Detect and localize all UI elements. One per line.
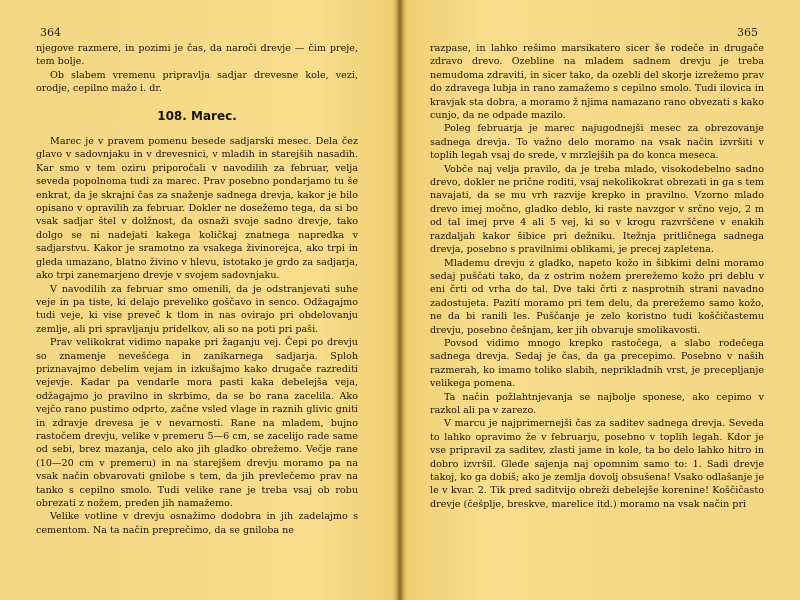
paragraph: razpase, in lahko rešimo marsikatero sicer še rodeče in drugače zdravo drevo. Ozebline na mladem sadnem drevju je treba nemudoma zdraviti, in sicer tako, da ozebli del skorje izrežemo prav do zdravega lubja in rano zamažemo s cepilno smolo. Tudi ilovica in kravjak sta dobra, a moramo ž njima namazano rano obvezati s kako cunjo, da ne odpade mazilo.	[430, 43, 764, 122]
paragraph: Ta način požlahtnjevanja se najbolje sponese, ako cepimo v razkol ali pa v zarezo.	[430, 391, 764, 416]
page-number-right: 365	[737, 26, 758, 39]
paragraph: V navodilih za februar smo omenili, da je odstranjevati suhe veje in pa tiste, ki delajo preveliko goščavo in senco. Odžagajmo tudi veje, ki vise preveč k tlom in nas ovirajo pri obdelovanju zemlje, ali pri spravljanju pridelkov, ali so na poti pri paši.	[36, 283, 358, 335]
left-page-text	[36, 42, 358, 537]
paragraph: Ob slabem vremenu pripravlja sadjar drevesne kole, vezi, orodje, cepilno mažo i. dr.	[36, 69, 358, 95]
page-number-left: 364	[40, 26, 61, 39]
paragraph: Poleg februarja je marec najugodnejši mesec za obrezovanje sadnega drevja. To važno delo moramo na vsak način izvršiti v toplih legah vsaj do srede, v mrzlejših pa do konca meseca.	[430, 123, 764, 162]
paragraph: Mlademu drevju z gladko, napeto kožo in šibkimi delni moramo sedaj puščati tako, da z ostrim nožem prerežemo kožo pri deblu v eni črti od vrha do tal. Dve taki črti z nasprotnih strani navadno zadostujeta. Pazití moramo pri tem delu, da prerežemo samo kožo, ne da bi ranili les. Puščanje je zelo koristno tudi koščičastemu drevju, posebno češnjam, ker jih obvaruje smolikavosti.	[430, 257, 764, 336]
right-page	[402, 0, 800, 600]
paragraph: V marcu je najprimernejši čas za saditev sadnega drevja. Seveda to lahko opravimo že v februarju, posebno v toplih legah. Kdor je vse pripravil za saditev, zlasti jame in kole, ta bo delo lahko hitro in dobro izvršil. Glede sajenja naj opomnim samo to: 1. Sadi drevje takoj, ko ga dobiš; ako je zemlja dovolj obsušena! Vsako odlašanje je le v kvar. 2. Tik pred saditvijo obreži debelejše korenine! Koščičasto drevje (češplje, breskve, marelice itd.) moramo na vsak način pri	[430, 418, 764, 510]
section-heading: 108. Marec.	[157, 108, 237, 123]
paragraph: njegove razmere, in pozimi je čas, da naroči drevje — čim preje, tem bolje.	[36, 43, 358, 68]
right-page-text	[430, 42, 764, 511]
paragraph: Marec je v pravem pomenu besede sadjarski mesec. Dela čez glavo v sadovnjaku in v drevesnici, v mladih in starejših nasadih. Kar smo v tem oziru priporočali v navodilih za februar, velja seveda popolnoma tudi za marec. Prav posebno pondarjamo tu še enkrat, da je skrajni čas za snaženje sadnega drevja, kakor je bilo opisano v opravilih za februar. Dokler ne dosežemo tega, da si bo vsak sadjar štel v dolžnost, da osnaži svoje sadno drevje, tako dolgo se ni nadejati kakega količkaj znatnega napredka v sadjarstvu. Kakor je sramotno za vsakega živinorejca, ako trpi in gleda umazano, blatno živino v hlevu, istotako je grdo za sadjarja, ako trpi zanemarjeno drevje v svojem sadovnjaku.	[36, 136, 358, 282]
paragraph: Velike votline v drevju osnažimo dodobra in jih zadelajmo s cementom. Na ta način preprečimo, da se gniloba ne	[36, 511, 358, 536]
paragraph: Prav velikokrat vidimo napake pri žaganju vej. Čepi po drevju so znamenje nevešćega in zanikarnega sadjarja. Sploh priznavajmo debelim vejam in izkušajmo kako drugače razrediti vejevje. Kadar pa vendarle mora pasti kaka debelejša veja, odžagajmo jo pravilno in skrbimo, da se bo rana zacelila. Ako vejčo rano pustimo odprto, začne vsled vlage in raznih glivic gniti in zdravje drevesa je v nevarnosti. Rane na mladem, bujno rastočem drevju, velike v premeru 5—6 cm, se zacelijo rade same od sebi, brez mazanja, celo ako jih gladko obrežemo. Večje rane (10—20 cm v premeru) in na starejšem drevju moramo pa na vsak način obvarovati gnilobe s tem, da jih prevlečemo prav na tanko s cepilno smolo. Tudi velike rane je treba vsaj ob robu obrezati z nožem, preden jih namažemo.	[36, 337, 358, 509]
paragraph: Vobče naj velja pravilo, da je treba mlado, visokodebelno sadno drevo, dokler ne prične roditi, vsaj nekolikokrat obrezati in ga s tem navajati, da se mu vrh razvije krepko in pravilno. Vzorno mlado drevo imej močno, gladko deblo, ki raste navzgor v srčno vejo, 2 m od tal imej prve 4 ali 5 vej, ki so v krogu razvrščene v enakih razdaljah kakor šibice pri dežniku. Itežnja pritličnega sadnega drevja, posebno s pravilnimi oblikami, je precej zapletena.	[430, 163, 764, 256]
paragraph: Povsod vidimo mnogo krepko rastočega, a slabo rodečega sadnega drevja. Sedaj je čas, da ga precepimo. Posebno v naših razmerah, ko imamo toliko slabih, neprikladnih vrst, je precepljanje velikega pomena.	[430, 337, 764, 390]
left-page	[0, 0, 398, 600]
